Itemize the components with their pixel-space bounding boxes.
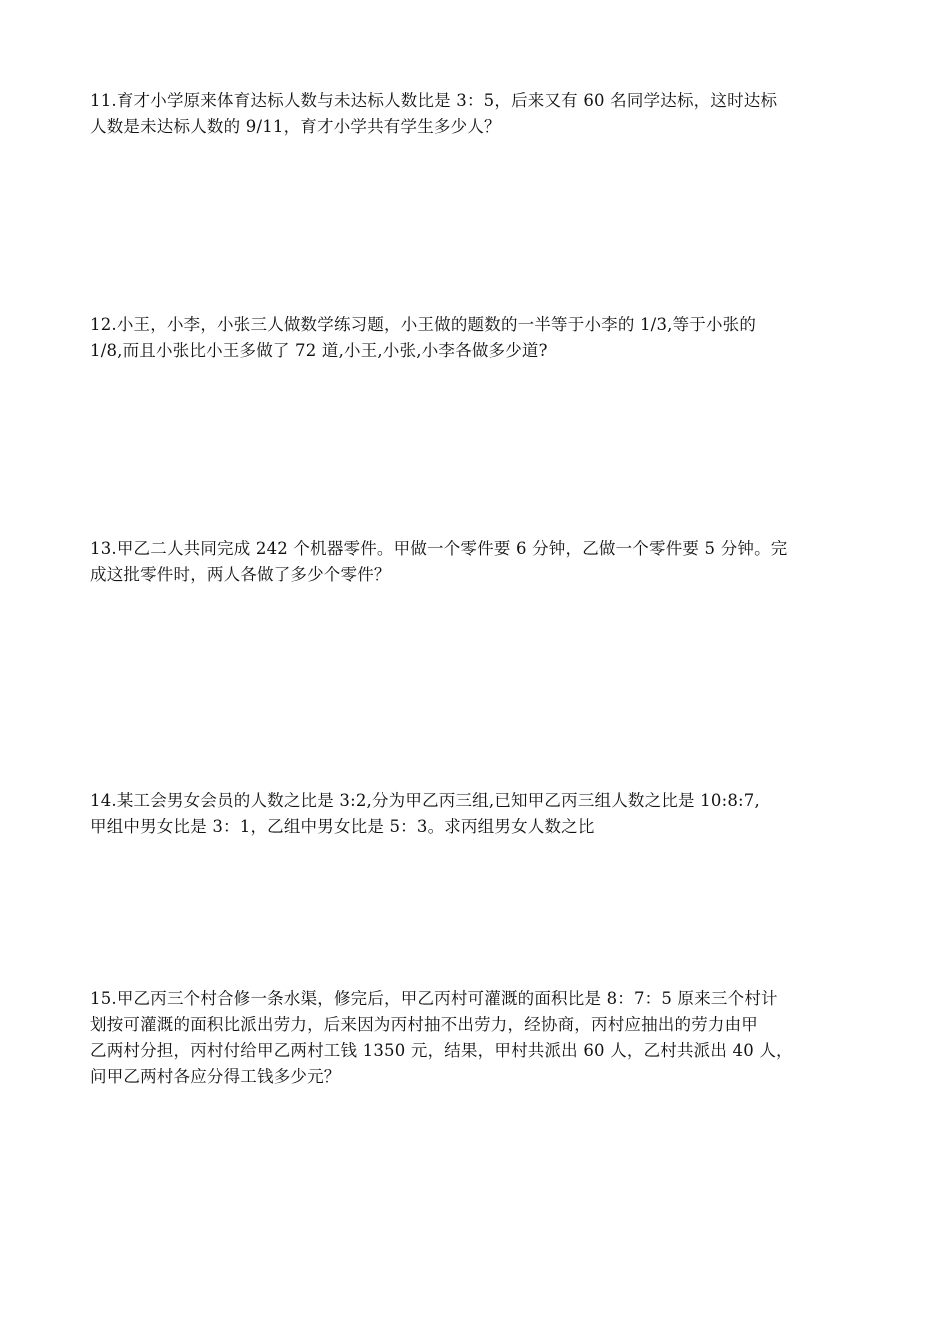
problem-14: 14.某工会男女会员的人数之比是 3:2,分为甲乙丙三组,已知甲乙丙三组人数之比是 10:8:7, 甲组中男女比是 3：1，乙组中男女比是 5：3。求丙组男女人数之比 [90,791,760,836]
problem-15: 15.甲乙丙三个村合修一条水渠，修完后，甲乙丙村可灌溉的面积比是 8：7：5 原来三个村计 划按可灌溉的面积比派出劳力，后来因为丙村抽不出劳力，经协商，丙村应抽出的劳力由甲 乙两村分担，丙村付给甲乙两村工钱 1350 元，结果，甲村共派出 60 人，乙村共派出 40 人， 问甲乙两村各应分得工钱多少元？ [90,989,793,1086]
problem-11: 11.育才小学原来体育达标人数与未达标人数比是 3：5，后来又有 60 名同学达标，这时达标 人数是未达标人数的 9/11，育才小学共有学生多少人？ [90,91,778,136]
problem-12: 12.小王，小李，小张三人做数学练习题，小王做的题数的一半等于小李的 1/3,等于小张的 1/8,而且小张比小王多做了 72 道,小王,小张,小李各做多少道? [90,315,757,360]
problem-13: 13.甲乙二人共同完成 242 个机器零件。甲做一个零件要 6 分钟，乙做一个零件要 5 分钟。完 成这批零件时，两人各做了多少个零件？ [90,539,788,584]
